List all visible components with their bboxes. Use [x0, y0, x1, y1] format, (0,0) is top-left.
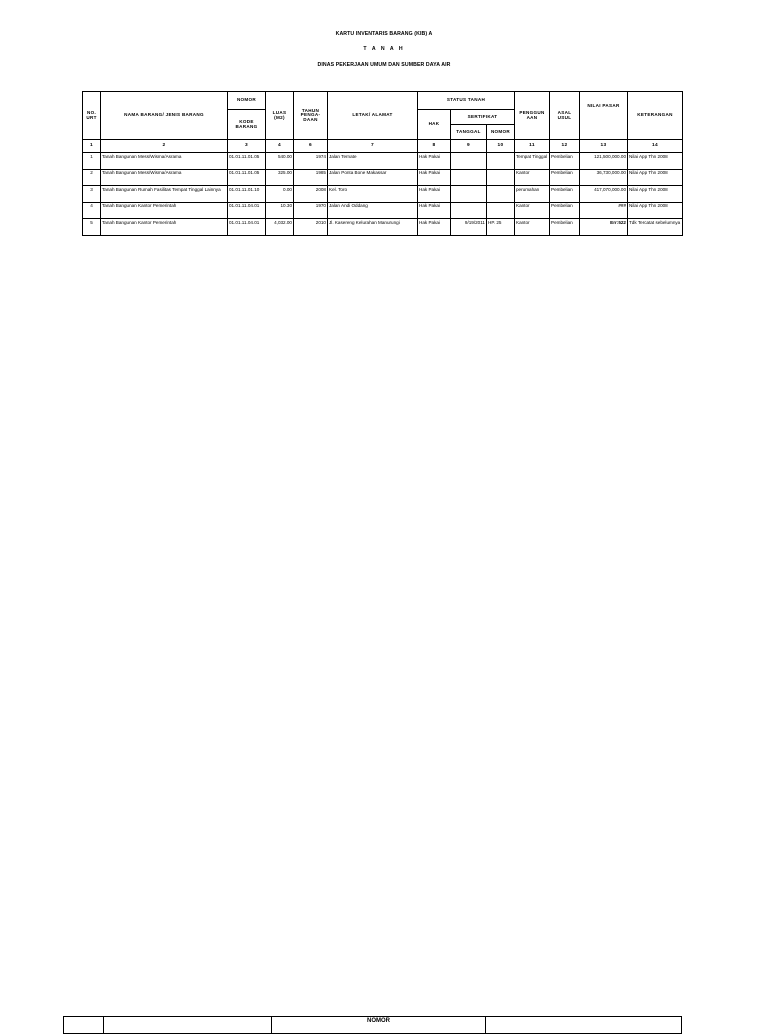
column-number: 8: [418, 140, 451, 153]
cell-kode: 01.01.11.04.01: [228, 202, 266, 219]
cell-nilai: 121,500,000.00: [580, 153, 628, 170]
cell-tahun: 1970: [294, 202, 328, 219]
cell-luas: 0.00: [266, 186, 294, 203]
cell-keterangan: Nilai App Thn 2008: [628, 202, 683, 219]
column-number: 2: [101, 140, 228, 153]
cell-hak: Hak Pakai: [418, 219, 451, 236]
cell-luas: 540.00: [266, 153, 294, 170]
header-status-tanah: STATUS TANAH: [418, 92, 515, 110]
cell-keterangan: Nilai App Thn 2008: [628, 169, 683, 186]
cell-luas: 4,032.00: [266, 219, 294, 236]
cell-nilai: ###: [580, 202, 628, 219]
cell-tanggal: [451, 186, 487, 203]
cell-no: 3: [83, 186, 101, 203]
cell-nama: Tanah Bangunan Rumah Fasilitas Tempat Tinggal Lainnya: [101, 186, 228, 203]
cell-kode: 01.01.11.01.05: [228, 169, 266, 186]
header-asal-usul: ASAL USUL: [550, 92, 580, 140]
cell-asal: Pembelian: [550, 202, 580, 219]
cell-tahun: 1974: [294, 153, 328, 170]
document-subtitle: T A N A H: [363, 46, 405, 52]
cell-penggunaan: Kantor: [515, 202, 550, 219]
cell-nomor: [487, 186, 515, 203]
cell-nilai: Err:522: [580, 219, 628, 236]
header-hak: HAK: [418, 110, 451, 140]
cell-penggunaan: Kantor: [515, 219, 550, 236]
cell-letak: Jl. Kasereng Kelurahan Manurungi: [328, 219, 418, 236]
cell-nomor: [487, 202, 515, 219]
header-tanggal: TANGGAL: [451, 125, 487, 140]
header-sertifikat: SERTIFIKAT: [451, 110, 515, 125]
cell-tanggal: [451, 202, 487, 219]
next-header-nomor: NOMOR: [272, 1017, 486, 1034]
cell-asal: Pembelian: [550, 153, 580, 170]
cell-tahun: 2010: [294, 219, 328, 236]
next-header-cell: [486, 1017, 682, 1034]
cell-asal: Pembelian: [550, 219, 580, 236]
cell-hak: Hak Pakai: [418, 169, 451, 186]
header-nomor-sertifikat: NOMOR: [487, 125, 515, 140]
cell-nomor: [487, 153, 515, 170]
cell-hak: Hak Pakai: [418, 186, 451, 203]
inventory-table: [82, 91, 683, 236]
column-number: 7: [328, 140, 418, 153]
cell-asal: Pembelian: [550, 186, 580, 203]
next-header-cell: [64, 1017, 104, 1034]
header-keterangan: KETERANGAN: [628, 92, 683, 140]
cell-no: 2: [83, 169, 101, 186]
next-header-cell: [104, 1017, 272, 1034]
cell-nomor: HP. 25: [487, 219, 515, 236]
cell-tanggal: 9/19/2011: [451, 219, 487, 236]
column-number: 10: [487, 140, 515, 153]
document-title: KARTU INVENTARIS BARANG (KIB) A: [335, 31, 433, 37]
header-kode-barang: KODE BARANG: [228, 110, 266, 140]
cell-nomor: [487, 169, 515, 186]
cell-hak: Hak Pakai: [418, 202, 451, 219]
table-row: [83, 153, 683, 170]
cell-asal: Pembelian: [550, 169, 580, 186]
column-number: 3: [228, 140, 266, 153]
column-number: 9: [451, 140, 487, 153]
cell-penggunaan: Tempat Tinggal: [515, 153, 550, 170]
table-row: [83, 202, 683, 219]
cell-no: 1: [83, 153, 101, 170]
cell-no: 5: [83, 219, 101, 236]
cell-tanggal: [451, 169, 487, 186]
cell-letak: Jalan Andi Oddang: [328, 202, 418, 219]
cell-nilai: 417,070,000.00: [580, 186, 628, 203]
cell-no: 4: [83, 202, 101, 219]
header-tahun: TAHUN PENGA- DAAN: [294, 92, 328, 140]
cell-tanggal: [451, 153, 487, 170]
cell-keterangan: Tdk Tercatat sebelumnya: [628, 219, 683, 236]
column-number: 1: [83, 140, 101, 153]
cell-nama: Tanah Bangunan Mess/Wisma/Asrama: [101, 169, 228, 186]
header-nilai-pasar: NILAI PASAR: [580, 92, 628, 140]
header-nomor: NOMOR: [228, 92, 266, 110]
organization-name: DINAS PEKERJAAN UMUM DAN SUMBER DAYA AIR: [317, 62, 451, 68]
column-number: 11: [515, 140, 550, 153]
cell-luas: 10.30: [266, 202, 294, 219]
header-luas: LUAS (M2): [266, 92, 294, 140]
next-page-table-header: [63, 1016, 682, 1034]
header-penggunaan: PENGGUN AAN: [515, 92, 550, 140]
cell-kode: 01.01.11.04.01: [228, 219, 266, 236]
cell-kode: 01.01.11.01.05: [228, 153, 266, 170]
cell-nama: Tanah Bangunan Kantor Pemerintah: [101, 202, 228, 219]
cell-letak: Jalan Ternate: [328, 153, 418, 170]
header-letak: LETAK/ ALAMAT: [328, 92, 418, 140]
cell-keterangan: Nilai App Thn 2008: [628, 186, 683, 203]
cell-tahun: 1985: [294, 169, 328, 186]
cell-tahun: 2008: [294, 186, 328, 203]
cell-luas: 325.00: [266, 169, 294, 186]
column-number: 14: [628, 140, 683, 153]
table-row: [83, 219, 683, 236]
table-row: [83, 169, 683, 186]
cell-letak: Jalan Ponta Bone Makassar: [328, 169, 418, 186]
cell-letak: Kel. Toro: [328, 186, 418, 203]
cell-nama: Tanah Bangunan Mess/Wisma/Asrama: [101, 153, 228, 170]
column-number: 6: [294, 140, 328, 153]
cell-penggunaan: perumahan: [515, 186, 550, 203]
cell-penggunaan: Kantor: [515, 169, 550, 186]
cell-nilai: 36,730,000.00: [580, 169, 628, 186]
column-number: 4: [266, 140, 294, 153]
table-row: [83, 186, 683, 203]
header-nama-barang: NAMA BARANG/ JENIS BARANG: [101, 92, 228, 140]
column-number: 12: [550, 140, 580, 153]
column-number: 13: [580, 140, 628, 153]
cell-hak: Hak Pakai: [418, 153, 451, 170]
cell-kode: 01.01.11.01.10: [228, 186, 266, 203]
header-no-urut: NO. URT: [83, 92, 101, 140]
cell-nama: Tanah Bangunan Kantor Pemerintah: [101, 219, 228, 236]
cell-keterangan: Nilai App Thn 2008: [628, 153, 683, 170]
